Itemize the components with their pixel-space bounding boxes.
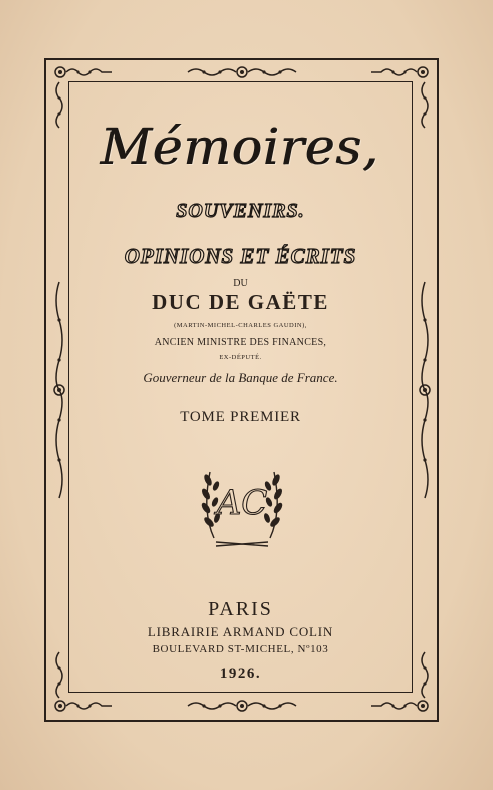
side-ornament-left-upper <box>51 80 67 130</box>
imprint-address: BOULEVARD ST-MICHEL, Nº103 <box>152 643 329 655</box>
imprint-publisher: LIBRAIRIE ARMAND COLIN <box>147 624 334 639</box>
top-center-ornament <box>186 64 298 80</box>
side-ornament-left-lower <box>51 650 67 700</box>
imprint-year: 1926. <box>219 666 262 682</box>
corner-ornament-top-left <box>52 64 114 80</box>
author-gouverneur: Gouverneur de la Banque de France. <box>143 370 338 385</box>
word-du: DU <box>233 278 248 289</box>
corner-ornament-bottom-right <box>369 698 431 714</box>
corner-ornament-bottom-left <box>52 698 114 714</box>
author-name: DUC DE GAËTE <box>152 290 329 314</box>
volume-label: TOME PREMIER <box>180 409 301 425</box>
subtitle-souvenirs: SOUVENIRS. <box>176 200 305 222</box>
author-office: ANCIEN MINISTRE DES FINANCES, <box>154 337 327 348</box>
side-ornament-right-upper <box>417 80 433 130</box>
side-ornament-left-middle <box>51 280 67 500</box>
subtitle-opinions: OPINIONS ET ÉCRITS <box>124 244 357 268</box>
side-ornament-right-middle <box>417 280 433 500</box>
author-full-names: (MARTIN-MICHEL-CHARLES GAUDIN), <box>174 322 307 329</box>
bottom-center-ornament <box>186 698 298 714</box>
author-depute: EX-DÉPUTÉ. <box>219 354 262 361</box>
title-memoires: Mémoires, <box>101 118 380 176</box>
publisher-monogram <box>196 462 288 550</box>
imprint-city: PARIS <box>208 598 273 620</box>
monogram-letters: AC <box>216 483 268 523</box>
corner-ornament-top-right <box>369 64 431 80</box>
side-ornament-right-lower <box>417 650 433 700</box>
